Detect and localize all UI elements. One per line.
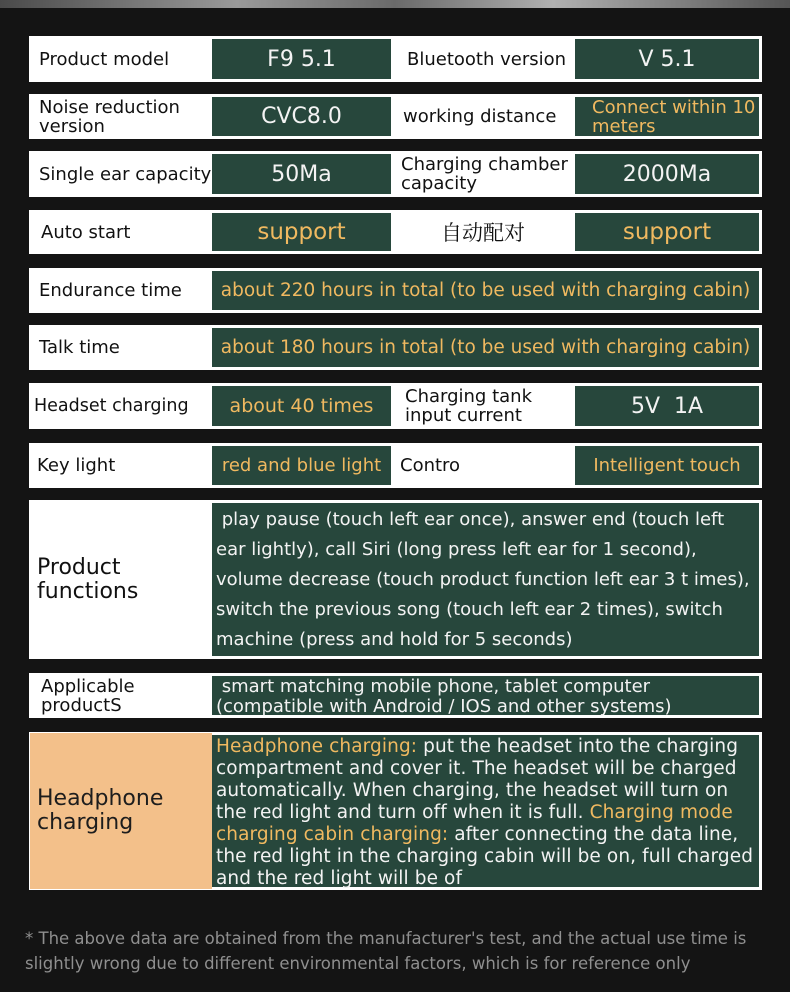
spec-row-capacity xyxy=(29,151,762,197)
auto-pairing-value: support xyxy=(575,213,759,251)
spec-row-product-functions xyxy=(29,500,762,659)
product-model-value: F9 5.1 xyxy=(212,39,391,79)
noise-reduction-label: Noise reduction version xyxy=(30,97,212,136)
spec-row-headset-charging xyxy=(29,383,762,429)
headset-charging-label: Headset charging xyxy=(30,386,212,426)
spec-row-noise-reduction xyxy=(29,94,762,139)
spec-row-product-model xyxy=(29,36,762,82)
product-functions-label: Product functions xyxy=(30,503,212,656)
noise-reduction-value: CVC8.0 xyxy=(212,97,391,136)
spec-row-applicable-products xyxy=(29,673,762,718)
key-light-value: red and blue light xyxy=(212,446,391,485)
applicable-products-label: Applicable productS xyxy=(30,676,212,715)
headphone-charging-highlight: Headphone charging: xyxy=(216,736,418,757)
single-ear-capacity-value: 50Ma xyxy=(212,154,391,194)
charging-mode-highlight: Charging mode charging cabin charging: xyxy=(216,802,733,845)
product-functions-value: play pause (touch left ear once), answer end (touch left ear lightly), call Siri (long press left ear for 1 second), volume decrease (touch product function left ear 3 t imes), switch the previous song (touch left ear 2 times), switch machine (press and hold for 5 seconds) xyxy=(212,503,759,656)
auto-start-value: support xyxy=(212,213,391,251)
working-distance-value: Connect within 10 meters xyxy=(575,97,759,136)
charging-tank-input-current-value: 5V 1A xyxy=(575,386,759,426)
key-light-label: Key light xyxy=(30,446,212,485)
headphone-charging-label: Headphone charging xyxy=(30,733,212,889)
auto-start-label: Auto start xyxy=(30,213,212,251)
spec-row-auto-start xyxy=(29,210,762,254)
charging-chamber-capacity-label: Charging chamber capacity xyxy=(391,154,575,194)
charging-tank-input-current-label: Charging tank input current xyxy=(391,386,575,426)
control-label: Contro xyxy=(391,446,575,485)
charging-mode-text: after connecting the data line, the red light in the charging cabin will be on, full charged and the red light will be of xyxy=(216,824,754,889)
headphone-charging-value xyxy=(212,735,759,887)
talk-time-value: about 180 hours in total (to be used with charging cabin) xyxy=(212,328,759,367)
spec-row-key-light xyxy=(29,443,762,488)
spec-row-endurance xyxy=(29,268,762,313)
auto-pairing-label: 自动配对 xyxy=(391,213,575,251)
spec-row-headphone-charging xyxy=(29,732,762,890)
top-decorative-strip xyxy=(0,0,790,8)
control-value: Intelligent touch xyxy=(575,446,759,485)
bluetooth-version-value: V 5.1 xyxy=(575,39,759,79)
footnote-disclaimer: * The above data are obtained from the manufacturer's test, and the actual use time is slightly wrong due to different environmental factors, which is for reference only xyxy=(25,929,747,973)
product-model-label: Product model xyxy=(30,39,212,79)
applicable-products-value: smart matching mobile phone, tablet computer (compatible with Android / IOS and other systems) xyxy=(212,676,759,715)
endurance-time-value: about 220 hours in total (to be used with charging cabin) xyxy=(212,271,759,310)
endurance-time-label: Endurance time xyxy=(30,271,212,310)
headset-charging-value: about 40 times xyxy=(212,386,391,426)
single-ear-capacity-label: Single ear capacity xyxy=(30,154,212,194)
bluetooth-version-label: Bluetooth version xyxy=(391,39,575,79)
working-distance-label: working distance xyxy=(391,97,575,136)
charging-chamber-capacity-value: 2000Ma xyxy=(575,154,759,194)
spec-row-talk-time xyxy=(29,325,762,370)
headphone-charging-text: put the headset into the charging compartment and cover it. The headset will be charged automatically. When charging, the headset will turn on the red light and turn off when it is full. xyxy=(216,736,739,823)
talk-time-label: Talk time xyxy=(30,328,212,367)
